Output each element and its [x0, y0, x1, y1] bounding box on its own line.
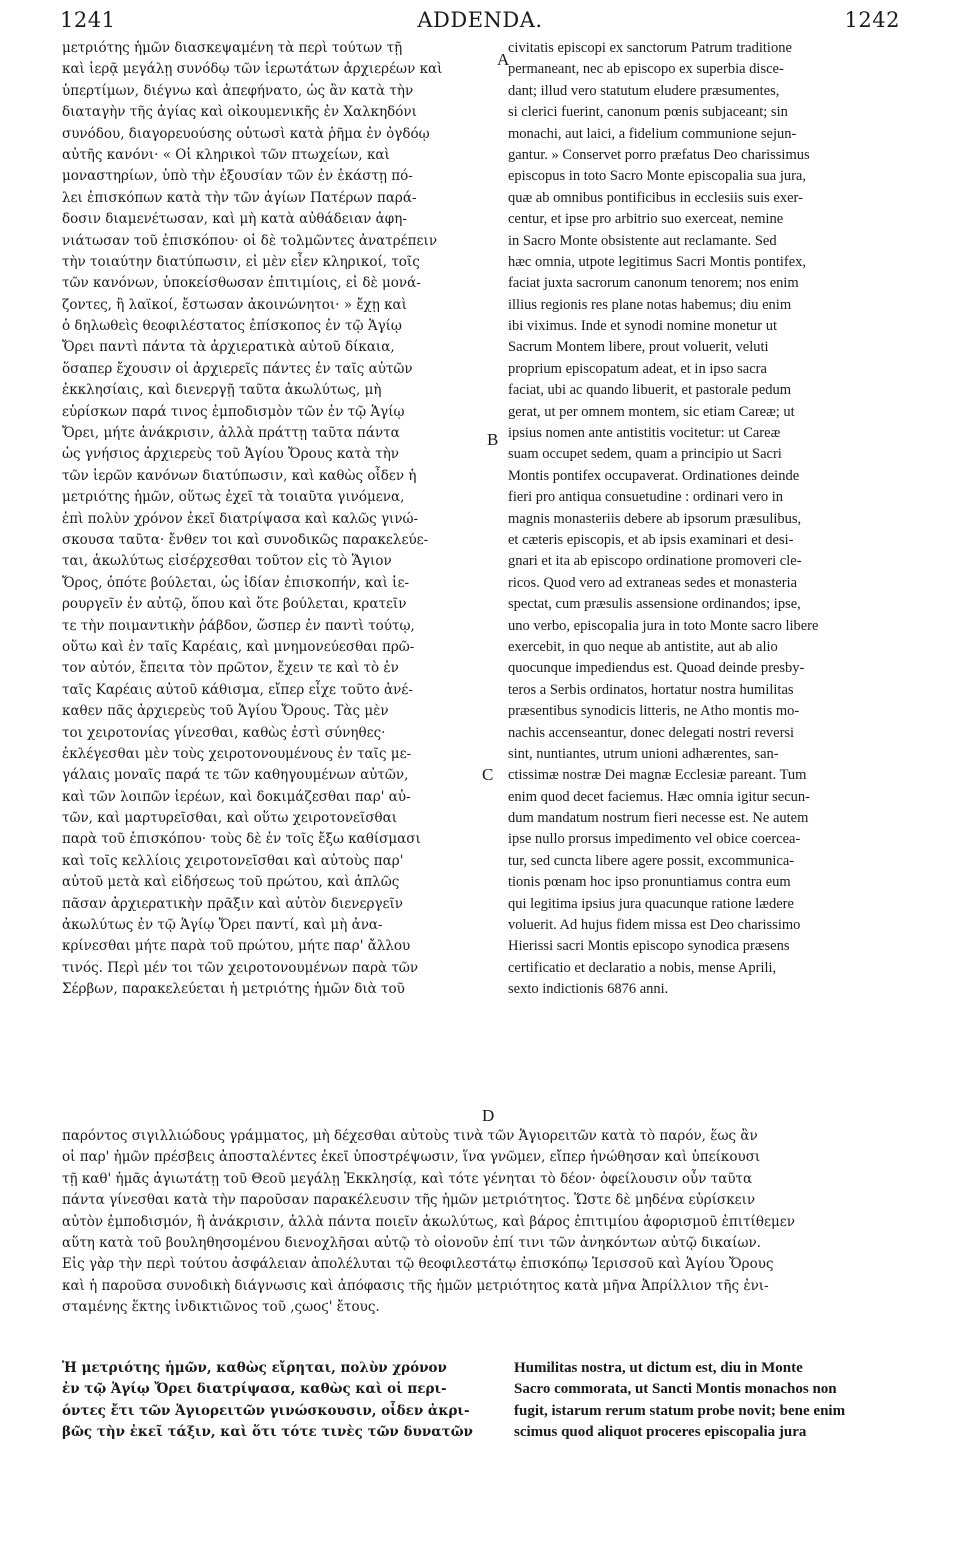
- text-line: sexto indictionis 6876 anni.: [508, 981, 669, 998]
- text-line: ctissimæ nostræ Dei magnæ Ecclesiæ pareant. Tum: [508, 767, 807, 784]
- text-line: πάντα γίνεσθαι κατὰ τὴν παροῦσαν παρακέλευσιν τῆς ἡμῶν μετριότητος. Ὥστε δὲ μηδένα εὑρίσκειν: [62, 1192, 756, 1209]
- text-line: ἐκλέγεσθαι μὲν τοὺς χειροτονουμένους ἐν ταῖς με-: [62, 745, 412, 762]
- text-line: οὕτω καὶ ἐν ταῖς Καρέαις, καὶ μνημονεύεσθαι πρῶ-: [62, 638, 415, 655]
- text-line: ἐπὶ πολὺν χρόνον ἐκεῖ διατρίψασα καὶ καλῶς γινώ-: [62, 510, 419, 527]
- text-line: uno verbo, episcopalia jura in toto Monte sacro libere: [508, 617, 819, 634]
- text-line: δοσιν διαμενέτωσαν, καὶ μὴ κατὰ αὐθάδειαν ἀφη-: [62, 211, 407, 228]
- margin-marker-d: D: [482, 1106, 495, 1125]
- text-line: hæc omnia, utpote legitimus Sacri Montis pontifex,: [508, 253, 807, 270]
- latin-text-column-2: [514, 1358, 908, 1444]
- text-line: Ἡ μετριότης ἡμῶν, καθὼς εἴρηται, πολὺν χρόνον: [62, 1360, 447, 1376]
- text-line: ὁ δηλωθεὶς θεοφιλέστατος ἐπίσκοπος ἐν τῷ Ἁγίῳ: [62, 318, 402, 335]
- text-line: τοι χειροτονίας γίνεσθαι, καθὼς ἐστὶ σύνηθες·: [62, 724, 386, 741]
- margin-marker-b: B: [487, 430, 499, 449]
- text-line: πᾶσαν ἀρχιερατικὴν πρᾶξιν καὶ αὐτὸν διενεργεῖν: [62, 895, 404, 912]
- text-line: μοναστηρίων, ὑπὸ τὴν ἐξουσίαν τῶν ἐν ἑκάστῃ πό-: [62, 168, 413, 185]
- text-line: spectat, cum præsulis assensione ordinandos; ipse,: [508, 596, 801, 613]
- text-line: enim quod decet faciemus. Hæc omnia igitur secun-: [508, 788, 810, 805]
- text-line: οἱ παρ' ἡμῶν πρέσβεις ἀποσταλέντες ἐκεῖ ὑποστρέψωσιν, ἵνα γνῶμεν, εἴπερ ἡνώθησαν καὶ ὑπείκουσι: [62, 1149, 761, 1166]
- text-line: λει ἐπισκόπων κατὰ τὴν τῶν ἁγίων Πατέρων παρά-: [62, 189, 417, 206]
- text-line: ται, ἀκωλύτως εἰσέρχεσθαι τοῦτον εἰς τὸ Ἅγιον: [62, 553, 392, 570]
- latin-text-column: [508, 38, 908, 1001]
- text-line: τινός. Περὶ μέν τοι τῶν χειροτονουμένων παρὰ τῶν: [62, 959, 419, 976]
- running-title: ADDENDA.: [417, 8, 543, 32]
- text-line: γάλαις μοναῖς παρά τε τῶν καθηγουμένων αὐτῶν,: [62, 767, 409, 784]
- margin-marker-c: C: [482, 765, 494, 784]
- text-line: magnis monasteriis debere ab ipsorum præsulibus,: [508, 510, 802, 527]
- text-line: exercebit, in quo neque ab antistite, aut ab alio: [508, 638, 778, 655]
- text-line: παρὰ τοῦ ἐπισκόπου· τοὺς δὲ ἐν τοῖς ἔξω καθίσμασι: [62, 831, 421, 848]
- text-line: ipsius nomen ante antistitis vocitetur: ut Careæ: [508, 425, 781, 442]
- text-line: suam occupet sedem, quam a principio ut Sacri: [508, 446, 782, 463]
- page-number-left: 1241: [60, 8, 116, 32]
- text-line: τῶν, καὶ μαρτυρεῖσθαι, καὶ οὕτω χειροτονεῖσθαι: [62, 810, 398, 827]
- text-line: et cæteris episcopis, et ab ipsis examinari et desi-: [508, 531, 794, 548]
- text-line: Ὄρει, μήτε ἀνάκρισιν, ἀλλὰ πράττῃ ταῦτα πάντα: [62, 425, 400, 442]
- text-line: faciat juxta sacrorum canonum tenorem; nos enim: [508, 275, 799, 292]
- text-line: quocunque impediendus est. Quoad deinde presby-: [508, 660, 805, 677]
- text-line: episcopus in toto Sacro Monte episcopalia sua jura,: [508, 168, 806, 185]
- running-header: [60, 8, 900, 38]
- greek-text-column: [62, 38, 497, 1001]
- text-line: συνόδου, διαγορευούσης οὑτωσὶ κατὰ ῥῆμα ἐν ὀγδόῳ: [62, 125, 430, 142]
- text-line: centur, et ipse pro arbitrio suo exerceat, nemine: [508, 211, 784, 228]
- text-line: monachi, aut laici, a fidelium communione sejun-: [508, 125, 797, 142]
- text-line: Sacro commorata, ut Sancti Montis monachos non: [514, 1381, 837, 1398]
- text-line: σκουσα ταῦτα· ἔνθεν τοι καὶ συνοδικῶς παρακελεύε-: [62, 531, 429, 548]
- text-line: fugit, istarum rerum statum probe novit; bene enim: [514, 1402, 846, 1419]
- text-line: Sacrum Montem libere, prout voluerit, veluti: [508, 339, 769, 356]
- text-line: ὡς γνήσιος ἀρχιερεὺς τοῦ Ἁγίου Ὄρους κατὰ τὴν: [62, 446, 400, 463]
- page-number-right: 1242: [844, 8, 900, 32]
- text-line: gnari et ita ab episcopo ordinatione promoveri cle-: [508, 553, 802, 570]
- text-line: gantur. » Conservet porro præfatus Deo charissimus: [508, 146, 810, 163]
- text-line: τῶν ἱερῶν κανόνων διατύπωσιν, καὶ καθὼς οἶδεν ἡ: [62, 467, 417, 484]
- text-line: tionis pœnam hoc ipso pronuntiamus contra eum: [508, 874, 791, 891]
- text-line: παρόντος σιγιλλιώδους γράμματος, μὴ δέχεσθαι αὐτοὺς τινὰ τῶν Ἁγιορειτῶν κατὰ τὸ παρόν, ἕως ἂν: [62, 1128, 758, 1144]
- text-line: τὴν τοιαύτην διατύπωσιν, εἰ μὲν εἶεν κληρικοί, τοῖς: [62, 253, 420, 270]
- text-line: διαταγὴν τῆς ἁγίας καὶ οἰκουμενικῆς ἐν Χαλκηδόνι: [62, 104, 417, 121]
- text-line: καὶ ἡ παροῦσα συνοδικὴ διάγνωσις καὶ ἀπόφασις τῆς ἡμῶν μετριότητος κατὰ μῆνα Ἀπρίλλιον τῆς ἐνι-: [62, 1277, 769, 1294]
- text-line: scimus quod aliquot proceres episcopalia jura: [514, 1424, 807, 1441]
- text-line: voluerit. Ad hujus fidem missa est Deo charissimo: [508, 917, 801, 934]
- text-line: καὶ τοῖς κελλίοις χειροτονεῖσθαι καὶ αὐτοὺς παρ': [62, 852, 404, 869]
- greek-text-column-2: [62, 1358, 497, 1444]
- greek-full-width-paragraph: [62, 1126, 908, 1319]
- text-line: ipse nullo prorsus impedimento vel obice coerceа-: [508, 831, 801, 848]
- text-line: Montis pontifex occupaverat. Ordinationes deinde: [508, 467, 800, 484]
- text-line: τῶν κανόνων, ὑποκείσθωσαν ἐπιτιμίοις, εἰ δὲ μονά-: [62, 275, 421, 292]
- text-line: αὕτη κατὰ τοῦ βουληθησομένου διενοχλῆσαι αὐτῷ τὸ οἱονοῦν ἐπί τινι τῶν ἀνηκόντων αὐτῷ δικαίων.: [62, 1234, 761, 1251]
- text-line: sint, nuntiantes, utrum unioni adhærentes, san-: [508, 745, 779, 762]
- text-line: ibi viximus. Inde et synodi nomine monetur ut: [508, 318, 778, 335]
- text-line: εὑρίσκων παρά τινος ἐμποδισμὸν τῶν ἐν τῷ Ἁγίῳ: [62, 403, 405, 420]
- text-line: præsentibus synodicis litteris, ne Atho montis mo-: [508, 703, 800, 720]
- text-line: βῶς τὴν ἐκεῖ τάξιν, καὶ ὅτι τότε τινὲς τῶν δυνατῶν: [62, 1424, 473, 1441]
- text-line: nachis accenseantur, donec delegati nostri reversi: [508, 724, 795, 741]
- text-line: quæ ab omnibus pontificibus in ecclesiis suis exer-: [508, 189, 803, 206]
- text-line: ἐκκλησίαις, καὶ διενεργῇ ταῦτα ἀκωλύτως, μὴ: [62, 382, 382, 399]
- text-line: ρουργεῖν ἐν αὐτῷ, ὅπου καὶ ὅτε βούλεται, κρατεῖν: [62, 596, 407, 613]
- text-line: dant; illud vero statutum eludere præsumentes,: [508, 82, 780, 99]
- text-line: ζοντες, ἢ λαϊκοί, ἔστωσαν ἀκοινώνητοι· » ἔχῃ καὶ: [62, 296, 407, 313]
- text-line: τῇ καθ' ἡμᾶς ἁγιωτάτῃ τοῦ Θεοῦ μεγάλῃ Ἐκκλησίᾳ, καὶ τότε γένηται τὸ δέον· ὀφείλουσιν οὖν ταῦτα: [62, 1170, 753, 1187]
- text-line: tur, sed cuncta libere agere possit, excommunica-: [508, 852, 795, 869]
- text-line: Ὄρει παντὶ πάντα τὰ ἀρχιερατικὰ αὐτοῦ δίκαια,: [62, 339, 395, 356]
- text-line: καὶ τῶν λοιπῶν ἱερέων, καὶ δοκιμάζεσθαι παρ' αὐ-: [62, 788, 411, 805]
- text-line: αὐτοῦ μετὰ καὶ εἰδήσεως τοῦ πρώτου, καὶ ἁπλῶς: [62, 874, 400, 891]
- text-line: illius regionis res plane notas habemus; diu enim: [508, 296, 792, 313]
- text-line: όντες ἔτι τῶν Ἁγιορειτῶν γινώσκουσιν, οἶδεν ἀκρι-: [62, 1402, 470, 1419]
- text-line: καὶ ἱερᾷ μεγάλῃ συνόδῳ τῶν ἱερωτάτων ἀρχιερέων καὶ: [62, 61, 443, 78]
- text-line: ἐν τῷ Ἁγίῳ Ὄρει διατρίψασα, καθὼς καὶ οἱ περι-: [62, 1381, 447, 1398]
- text-line: ἀκωλύτως ἐν τῷ Ἁγίῳ Ὄρει παντί, καὶ μὴ ἀνα-: [62, 917, 383, 934]
- text-line: αὐτῆς κανόνι· « Οἱ κληρικοὶ τῶν πτωχείων, καὶ: [62, 146, 390, 163]
- text-line: dum mandatum nostrum fieri necesse est. Ne autem: [508, 810, 809, 827]
- text-line: si clerici fuerint, canonum pœnis subjaceant; sin: [508, 104, 788, 121]
- margin-marker-a: A: [497, 50, 510, 69]
- text-line: Humilitas nostra, ut dictum est, diu in Monte: [514, 1360, 803, 1376]
- text-line: τε τὴν ποιμαντικὴν ῥάβδον, ὥσπερ ἐν παντὶ τούτῳ,: [62, 617, 415, 634]
- text-line: permaneant, nec ab episcopo ex superbia disce-: [508, 61, 784, 78]
- text-line: ricos. Quod vero ad extraneas sedes et monasteria: [508, 574, 798, 591]
- text-line: καθεν πᾶς ἀρχιερεὺς τοῦ Ἁγίου Ὄρους. Τὰς μὲν: [62, 703, 389, 720]
- text-line: ὑπερτίμων, διέγνω καὶ ἀπεφήνατο, ὡς ἂν κατὰ τὴν: [62, 82, 414, 99]
- text-line: μετριότης ἡμῶν διασκεψαμένη τὰ περὶ τούτων τῇ: [62, 40, 403, 56]
- text-line: αὐτὸν ἐμποδισμόν, ἢ ἀνάκρισιν, ἀλλὰ πάντα ποιεῖν ἀκωλύτως, καὶ βάρος ἐπιτιμίου ἀφορισμοῦ ἐπιτίθεμεν: [62, 1213, 795, 1230]
- text-line: qui legitima ipsius jura quacunque ratione lædere: [508, 895, 794, 912]
- text-line: Σέρβων, παρακελεύεται ἡ μετριότης ἡμῶν διὰ τοῦ: [62, 981, 405, 998]
- text-line: proprium episcopatum adeat, et in ipso sacra: [508, 360, 767, 377]
- text-line: faciat, ubi ac quando libuerit, et pastorale pedum: [508, 382, 792, 399]
- text-line: νιάτωσαν τοῦ ἐπισκόπου· οἱ δὲ τολμῶντες ἀνατρέπειν: [62, 232, 438, 249]
- text-line: σταμένης ἕκτης ἰνδικτιῶνος τοῦ ,ςωοϛ' ἔτους.: [62, 1299, 380, 1316]
- text-line: μετριότης ἡμῶν, οὕτως ἐχεῖ τὰ τοιαῦτα γινόμενα,: [62, 489, 405, 506]
- text-line: Εἰς γὰρ τὴν περὶ τούτου ἀσφάλειαν ἀπολέλυται τῷ θεοφιλεστάτῳ ἐπισκόπῳ Ἱερισσοῦ καὶ Ἁγίου Ὄρους: [62, 1256, 774, 1273]
- text-line: civitatis episcopi ex sanctorum Patrum traditione: [508, 40, 792, 56]
- text-line: ὅσαπερ ἔχουσιν οἱ ἀρχιερεῖς πάντες ἐν ταῖς αὐτῶν: [62, 360, 413, 377]
- text-line: ταῖς Καρέαις αὐτοῦ κάθισμα, εἴπερ εἶχε τοῦτο ἀνέ-: [62, 681, 413, 698]
- text-line: Ὄρος, ὁπότε βούλεται, ὡς ἰδίαν ἐπισκοπήν, καὶ ἱε-: [62, 574, 410, 591]
- text-line: κρίνεσθαι μήτε παρὰ τοῦ πρώτου, μήτε παρ' ἄλλου: [62, 938, 411, 955]
- text-line: gerat, ut per omnem montem, sic etiam Careæ; ut: [508, 403, 795, 420]
- text-line: in Sacro Monte obsistente aut reclamante. Sed: [508, 232, 777, 249]
- text-line: Hierissi sacri Montis episcopo synodica præsens: [508, 938, 790, 955]
- text-line: τον αὐτόν, ἔπειτα τὸν πρῶτον, ἔχειν τε καὶ τὸ ἐν: [62, 660, 399, 677]
- text-line: fieri pro antiqua consuetudine : ordinari vero in: [508, 489, 784, 506]
- text-line: certificatio et declaratio a nobis, mense Aprili,: [508, 959, 777, 976]
- text-line: teros a Serbis ordinatos, hortatur nostra humilitas: [508, 681, 794, 698]
